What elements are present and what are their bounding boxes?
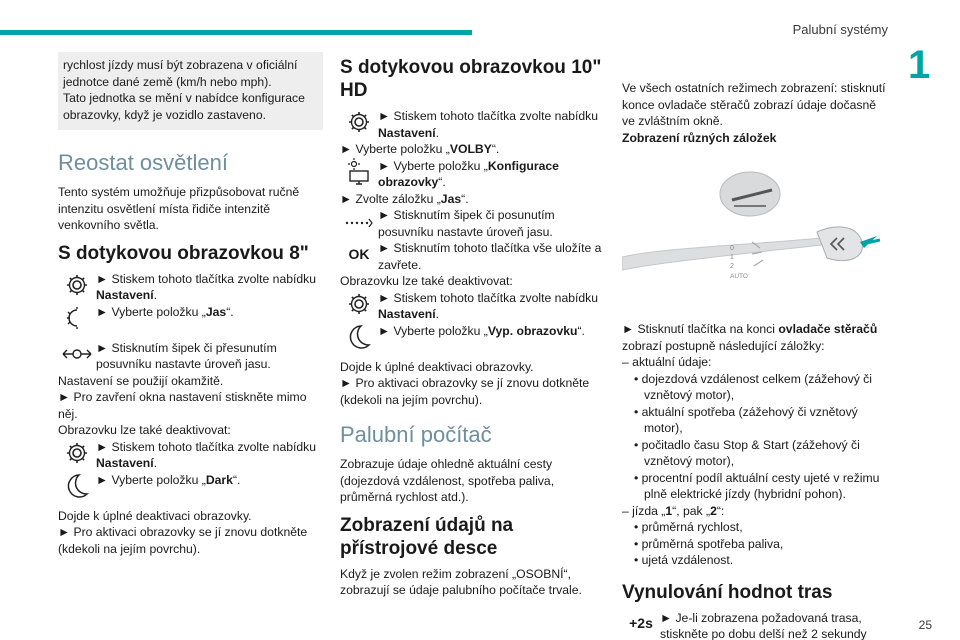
step-settings-2: ► Stiskem tohoto tlačítka zvolte nabídku Nastavení. <box>340 290 605 323</box>
header-accent-bar <box>0 30 472 35</box>
heading-10inch: S dotykovou obrazovkou 10" HD <box>340 57 602 101</box>
step-settings: ► Stiskem tohoto tlačítka zvolte nabídku Nastavení. <box>340 108 605 141</box>
slider-dots-icon <box>340 207 378 235</box>
svg-text:0: 0 <box>730 245 734 252</box>
activate-text: ► Pro aktivaci obrazovky se jí znovu dotkněte (kdekoli na jejím povrchu). <box>58 525 308 556</box>
heading-computer: Palubní počítač <box>340 422 492 447</box>
step-screen-config: ► Vyberte položku „Konfigurace obrazovky“. <box>340 158 605 191</box>
step-ok: OK ► Stisknutím tohoto tlačítka vše uložíte a zavřete. <box>340 240 605 273</box>
heading-reset: Vynulování hodnot tras <box>622 581 833 603</box>
chapter-number: 1 <box>908 43 931 87</box>
gear-icon <box>58 439 96 467</box>
step-dark: ► Vyberte položku „Dark“. <box>58 472 323 500</box>
step-tab-brightness: ► Zvolte záložku „Jas“. <box>340 191 469 206</box>
heading-display: Zobrazení údajů na přístrojové desce <box>340 514 514 559</box>
step-slider: ► Stisknutím šipek či posunutím posuvníku nastavte úroveň jasu. <box>340 207 605 240</box>
heading-8inch: S dotykovou obrazovkou 8" <box>58 242 309 264</box>
close-text: ► Pro zavření okna nastavení stiskněte mimo něj. <box>58 390 307 421</box>
screen-brightness-icon <box>340 158 378 186</box>
steering-wheel-icon <box>720 172 780 216</box>
section-title: Palubní systémy <box>792 22 888 37</box>
column-left <box>58 52 323 557</box>
column-middle <box>340 52 605 599</box>
full-deact-text: Dojde k úplné deaktivaci obrazovky. <box>58 508 252 523</box>
dash-current: – aktuální údaje: <box>622 355 712 369</box>
press-paragraph: ► Stisknutí tlačítka na konci ovladače stěračů zobrazí postupně následující záložky: <box>622 322 878 353</box>
dash-trip: – jízda „1“, pak „2“: <box>622 503 725 518</box>
intro-paragraph: Tento systém umožňuje přizpůsobovat ručně intenzitu osvětlení místa řidiče intenzitě venkovního světla. <box>58 185 300 232</box>
bullet-consumption: • aktuální spotřeba (zážehový či vznětový motor), <box>634 404 858 435</box>
saved-text: Nastavení se použijí okamžitě. <box>58 373 224 388</box>
moon-icon <box>340 323 378 351</box>
note-text: rychlost jízdy musí být zobrazena v oficiální jednotce dané země (km/h nebo mph). Tato jednotka se mění v nabídce konfigurace obrazovky, když je vozidlo zastaveno. <box>63 58 305 122</box>
bullet-avg-fuel: • průměrná spotřeba paliva, <box>634 536 784 551</box>
step-settings-2: ► Stiskem tohoto tlačítka zvolte nabídku Nastavení. <box>58 439 323 472</box>
gear-icon <box>340 108 378 136</box>
slider-arrows-icon <box>58 340 96 368</box>
heading-reostat: Reostat osvětlení <box>58 150 228 175</box>
svg-text:1: 1 <box>730 254 734 261</box>
svg-text:2: 2 <box>730 263 734 270</box>
step-reset: +2s ► Je-li zobrazena požadovaná trasa, stiskněte po dobu delší než 2 sekundy <box>622 610 892 640</box>
brightness-icon <box>58 304 96 332</box>
step-settings: ► Stiskem tohoto tlačítka zvolte nabídku Nastavení. <box>58 271 323 304</box>
other-modes-paragraph: Ve všech ostatních režimech zobrazení: stisknutí konce ovladače stěračů zobrazí údaje dočasně ve zvláštním okně. <box>622 81 886 128</box>
deactivate-text: Obrazovku lze také deaktivovat: <box>58 423 231 437</box>
bullet-stopstart: • počitadlo času Stop & Start (zážehový či vznětový motor), <box>634 437 860 468</box>
gear-icon <box>340 290 378 318</box>
step-screen-off: ► Vyberte položku „Vyp. obrazovku“. <box>340 323 605 351</box>
bullet-distance: • ujetá vzdálenost. <box>634 553 734 567</box>
step-options: ► Vyberte položku „VOLBY“. <box>340 142 500 156</box>
computer-paragraph: Zobrazuje údaje ohledně aktuální cesty (dojezdová vzdálenost, spotřeba paliva, průměrná rychlost atd.). <box>340 457 555 504</box>
page-number: 25 <box>918 618 932 632</box>
svg-text:AUTO: AUTO <box>730 273 748 280</box>
gear-icon <box>58 271 96 299</box>
tabs-heading: Zobrazení různých záložek <box>622 130 777 145</box>
bullet-range: • dojezdová vzdálenost celkem (zážehový či vznětový motor), <box>634 371 872 402</box>
full-deact-text: Dojde k úplné deaktivaci obrazovky. <box>340 359 534 374</box>
wiper-stalk-figure <box>622 162 880 307</box>
moon-icon <box>58 472 96 500</box>
activate-text: ► Pro aktivaci obrazovky se jí znovu dotkněte (kdekoli na jejím povrchu). <box>340 376 590 407</box>
press-2s-icon: +2s <box>629 615 653 632</box>
bullet-avg-speed: • průměrná rychlost, <box>634 520 743 534</box>
bullet-electric: • procentní podíl aktuální cesty ujeté v režimu plně elektrické jízdy (hybridní pohon). <box>634 470 880 501</box>
deactivate-text: Obrazovku lze také deaktivovat: <box>340 274 513 288</box>
display-paragraph: Když je zvolen režim zobrazení „OSOBNÍ“, zobrazují se údaje palubního počítače trvale. <box>340 566 582 597</box>
ok-button-icon: OK <box>348 245 370 262</box>
column-right <box>622 52 892 640</box>
note-box <box>58 52 323 130</box>
step-slider: ► Stisknutím šipek či přesunutím posuvníku nastavte úroveň jasu. <box>58 340 323 373</box>
step-brightness: ► Vyberte položku „Jas“. <box>58 304 323 332</box>
